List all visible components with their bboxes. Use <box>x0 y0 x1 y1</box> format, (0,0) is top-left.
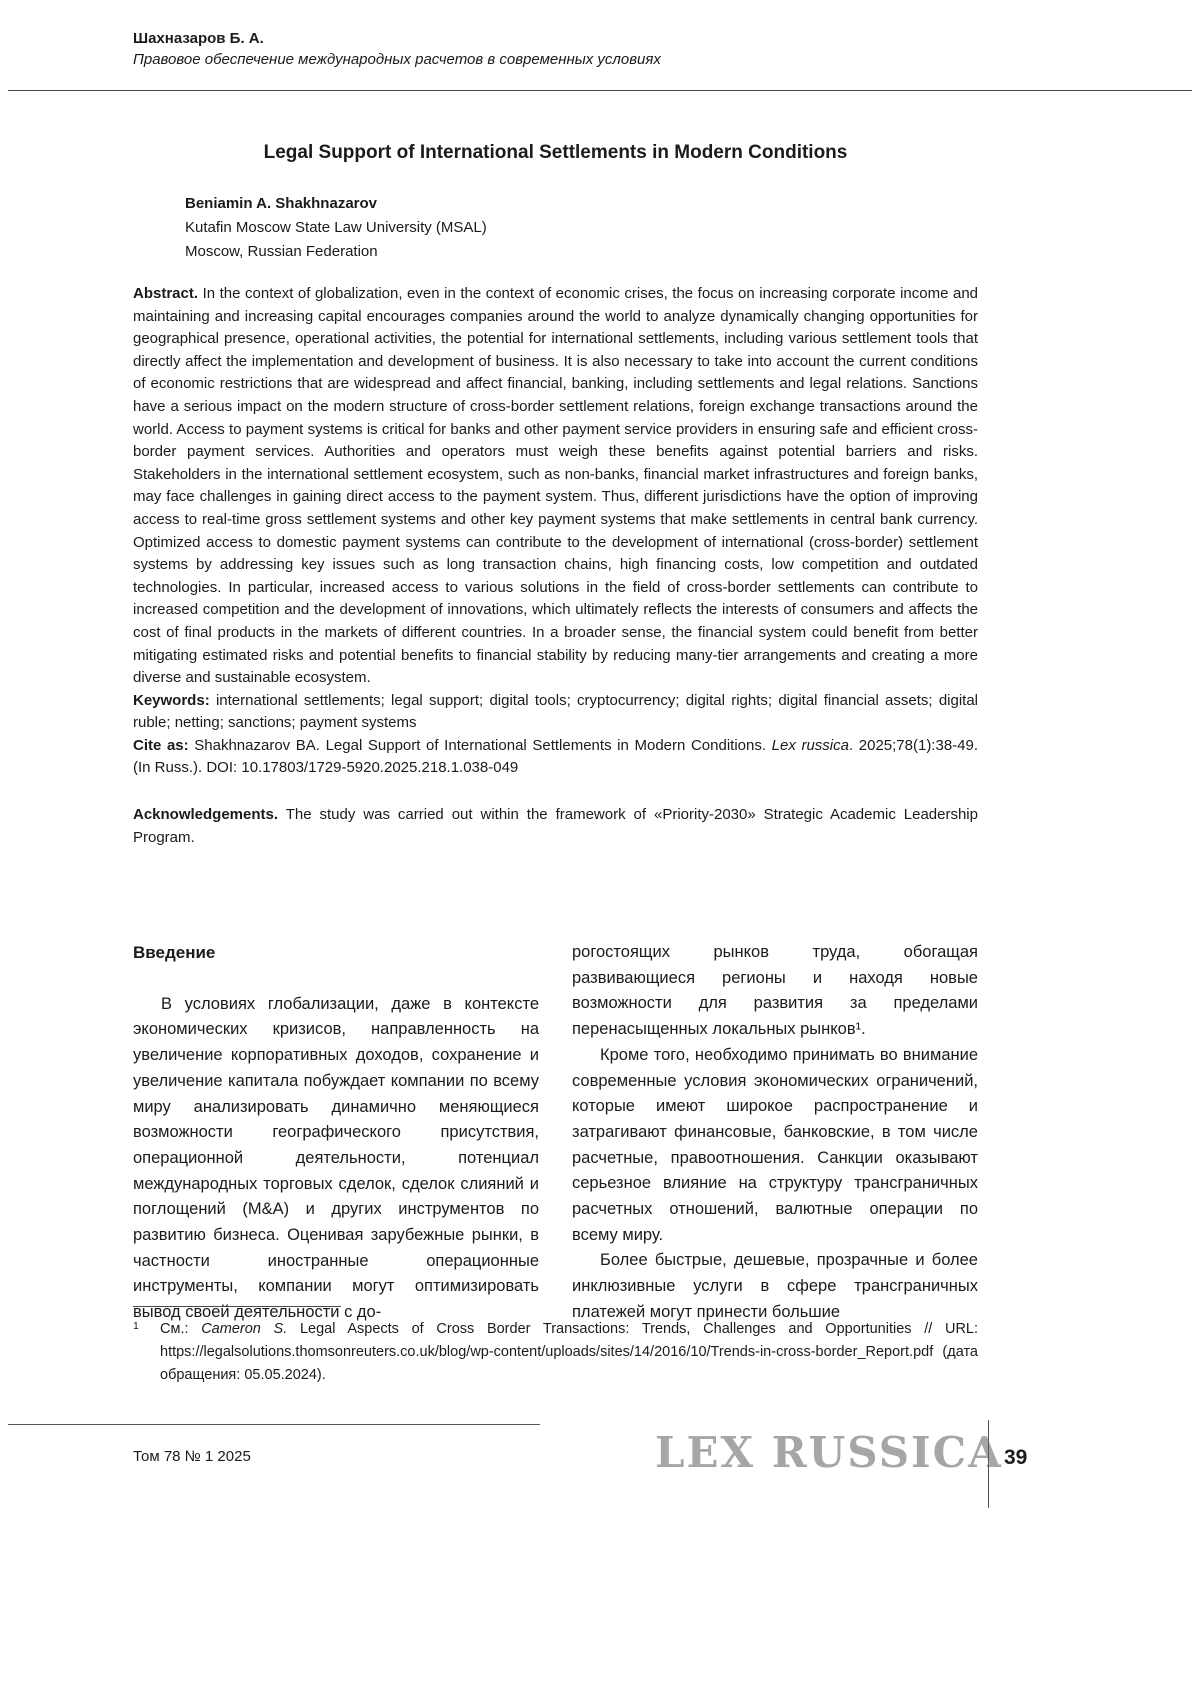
front-matter <box>133 283 978 849</box>
cite-as-text: Shakhnazarov BA. Legal Support of International Settlements in Modern Conditions. <box>194 736 767 754</box>
footnote-reference: Legal Aspects of Cross Border Transactions: Trends, Challenges and Opportunities // URL: https://legalsolutions.thomsonreuters.co.uk/blog/wp-content/uploads/sites/14/2016/10/Trends-in-cross-border_Report.pdf (дата обращения: 05.05.2024). <box>160 1321 979 1383</box>
footnote-text <box>160 1318 978 1387</box>
keywords-text: international settlements; legal support; digital tools; cryptocurrency; digital rights; digital financial assets; digital ruble; netting; sanctions; payment systems <box>133 691 979 732</box>
right-column-paragraph-3: Более быстрые, дешевые, прозрачные и более инклюзивные услуги в сфере трансграничных платежей могут принести большие <box>572 1251 978 1321</box>
right-column <box>572 940 978 1326</box>
footnote-marker: 1 <box>133 1320 139 1332</box>
footnote-see-label: См.: <box>160 1321 189 1337</box>
running-header <box>133 30 1067 68</box>
footer-rule <box>8 1424 540 1425</box>
abstract-label: Abstract. <box>133 285 199 302</box>
running-header-title: Правовое обеспечение международных расчетов в современных условиях <box>133 51 661 68</box>
footnote-author: Cameron S. <box>201 1321 288 1337</box>
right-column-paragraph-2: Кроме того, необходимо принимать во внимание современные условия экономических ограничений, которые имеют широкое распространение и затрагивают финансовые, банковские, в том числе расчетные, правоотношения. Санкции оказывают серьезное влияние на структуру трансграничных расчетных отношений, валютные операции по всему миру. <box>572 1045 978 1244</box>
acknowledgements-label: Acknowledgements. <box>133 806 279 824</box>
right-column-paragraph-1: рогостоящих рынков труда, обогащая развивающиеся регионы и находя новые возможности для развития за пределами перенасыщенных локальных рынков¹. <box>572 943 978 1039</box>
author-block <box>185 192 487 264</box>
page-number: 39 <box>1004 1446 1028 1469</box>
article-title: Legal Support of International Settlements in Modern Conditions <box>263 142 848 163</box>
running-header-author: Шахназаров Б. А. <box>133 30 264 47</box>
intro-heading: Введение <box>133 943 216 962</box>
left-column-paragraph: В условиях глобализации, даже в контексте экономических кризисов, направленность на увеличение корпоративных доходов, сохранение и увеличение капитала побуждает компании по всему миру анализировать динамично меняющиеся возможности географического присутствия, операционной деятельности, потенциал международных торговых сделок, сделок слияний и поглощений (M&A) и других инструментов по развитию бизнеса. Оценивая зарубежные рынки, в частности иностранные операционные инструменты, компании могут оптимизировать вывод своей деятельности с до- <box>133 994 539 1322</box>
body-columns <box>133 940 978 1326</box>
footer-volume: Том 78 № 1 2025 <box>133 1448 251 1465</box>
left-column <box>133 940 539 1326</box>
abstract-paragraph <box>133 283 978 690</box>
keywords-label: Keywords: <box>133 691 210 709</box>
cite-as-reference: . 2025;78(1):38-49. (In Russ.). DOI: 10.17803/1729-5920.2025.218.1.038-049 <box>133 736 979 777</box>
journal-logo: LEX RUSSICA <box>655 1428 1003 1477</box>
author-name: Beniamin A. Shakhnazarov <box>185 195 377 212</box>
author-location: Moscow, Russian Federation <box>185 243 378 260</box>
acknowledgements-text: The study was carried out within the framework of «Priority-2030» Strategic Academic Leadership Program. <box>133 806 978 846</box>
acknowledgements-paragraph <box>133 804 978 849</box>
footnote-rule <box>133 1306 341 1307</box>
keywords-paragraph <box>133 690 978 735</box>
header-rule <box>8 90 1192 91</box>
cite-as-journal-name: Lex russica <box>771 736 849 754</box>
cite-as-paragraph <box>133 735 978 780</box>
footer-divider <box>988 1420 989 1508</box>
cite-as-label: Cite as: <box>133 736 189 754</box>
author-affiliation: Kutafin Moscow State Law University (MSAL) <box>185 219 487 236</box>
footnote <box>133 1318 978 1387</box>
abstract-text: In the context of globalization, even in the context of economic crises, the focus on increasing corporate income and maintaining and increasing capital encourages companies around the world to analyze dynamically changing opportunities for geographical presence, operational activities, the potential for international settlements, including various settlement tools that directly affect the implementation and development of business. It is also necessary to take into account the current conditions of economic restrictions that are widespread and affect financial, banking, including settlements and legal relations. Sanctions have a serious impact on the modern structure of cross-border settlement relations, foreign exchange transactions around the world. Access to payment systems is critical for banks and other payment service providers in ensuring safe and efficient cross-border payment services. Authorities and operators must weigh these benefits against potential barriers and risks. Stakeholders in the international settlement ecosystem, such as non-banks, financial market infrastructures and foreign banks, may face challenges in gaining direct access to the payment system. Thus, different jurisdictions have the option of improving access to real-time gross settlement systems and other key payment systems that make settlements in central bank currency. Optimized access to domestic payment systems can contribute to the development of international (cross-border) settlement systems by addressing key issues such as long transaction chains, high financing costs, low competition and outdated technologies. In particular, increased access to various solutions in the field of cross-border settlements can contribute to increased competition and the development of innovations, which ultimately reflects the interests of consumers and affects the cost of final products in the markets of different countries. In a broader sense, the financial system could benefit from better mitigating estimated risks and potential benefits to financial stability by reducing many-tier arrangements and creating a more diverse and sustainable ecosystem. <box>133 285 979 687</box>
